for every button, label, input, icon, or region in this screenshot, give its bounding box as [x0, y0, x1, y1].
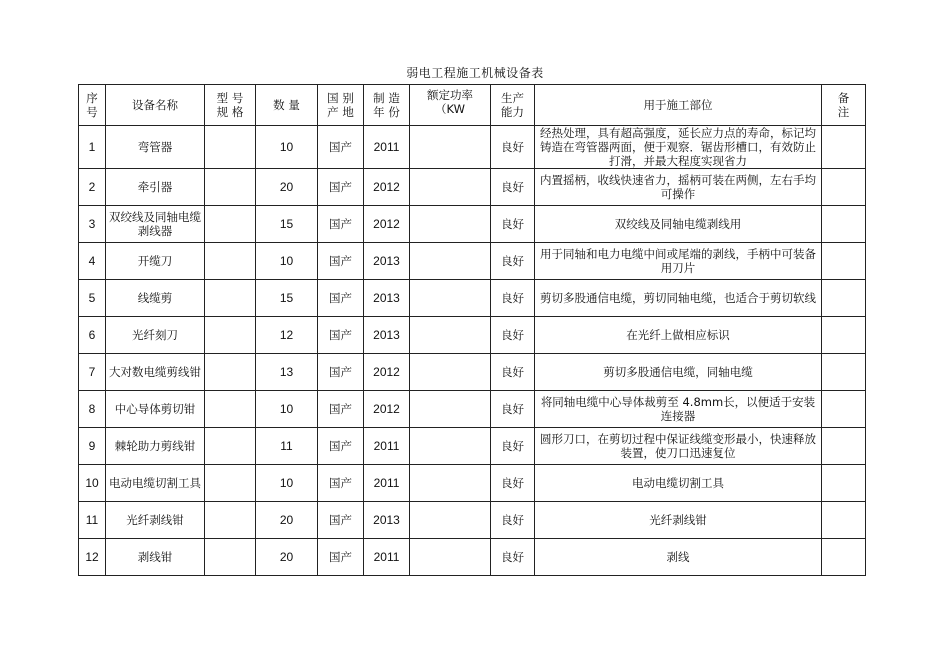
seq-cell: 10 [79, 465, 106, 502]
qty-cell: 20 [256, 169, 318, 206]
qty-cell: 20 [256, 502, 318, 539]
power-cell [410, 465, 491, 502]
seq-cell: 4 [79, 243, 106, 280]
note-cell [822, 126, 866, 169]
table-row [79, 428, 866, 465]
capacity-cell: 良好 [491, 391, 535, 428]
year-cell: 2012 [364, 206, 410, 243]
usage-cell: 电动电缆切割工具 [535, 465, 822, 502]
power-cell [410, 243, 491, 280]
name-cell: 光纤刻刀 [106, 317, 205, 354]
name-cell: 光纤剥线钳 [106, 502, 205, 539]
note-cell [822, 280, 866, 317]
table-row [79, 539, 866, 576]
model-cell [205, 428, 256, 465]
model-cell [205, 539, 256, 576]
capacity-cell: 良好 [491, 428, 535, 465]
name-cell: 开缆刀 [106, 243, 205, 280]
qty-cell: 10 [256, 126, 318, 169]
note-cell [822, 206, 866, 243]
power-cell [410, 206, 491, 243]
seq-cell: 5 [79, 280, 106, 317]
model-cell [205, 391, 256, 428]
header-capacity: 生产 能力 [491, 85, 535, 126]
power-cell [410, 428, 491, 465]
note-cell [822, 502, 866, 539]
header-year: 制 造 年 份 [364, 85, 410, 126]
name-cell: 大对数电缆剪线钳 [106, 354, 205, 391]
origin-cell: 国产 [318, 391, 364, 428]
origin-cell: 国产 [318, 280, 364, 317]
seq-cell: 2 [79, 169, 106, 206]
origin-cell: 国产 [318, 428, 364, 465]
seq-cell: 7 [79, 354, 106, 391]
power-cell [410, 354, 491, 391]
table-row [79, 354, 866, 391]
qty-cell: 10 [256, 465, 318, 502]
qty-cell: 11 [256, 428, 318, 465]
note-cell [822, 428, 866, 465]
model-cell [205, 354, 256, 391]
header-qty: 数 量 [256, 85, 318, 126]
capacity-cell: 良好 [491, 280, 535, 317]
seq-cell: 3 [79, 206, 106, 243]
usage-cell: 圆形刀口，在剪切过程中保证线缆变形最小，快速释放装置，使刀口迅速复位 [535, 428, 822, 465]
seq-cell: 11 [79, 502, 106, 539]
note-cell [822, 169, 866, 206]
origin-cell: 国产 [318, 354, 364, 391]
year-cell: 2012 [364, 391, 410, 428]
usage-cell: 将同轴电缆中心导体裁剪至 4.8mm长，以便适于安装连接器 [535, 391, 822, 428]
capacity-cell: 良好 [491, 502, 535, 539]
table-header [79, 85, 866, 126]
power-cell [410, 317, 491, 354]
year-cell: 2011 [364, 539, 410, 576]
model-cell [205, 465, 256, 502]
origin-cell: 国产 [318, 243, 364, 280]
header-usage: 用于施工部位 [535, 85, 822, 126]
year-cell: 2012 [364, 354, 410, 391]
note-cell [822, 243, 866, 280]
year-cell: 2013 [364, 280, 410, 317]
year-cell: 2011 [364, 428, 410, 465]
seq-cell: 12 [79, 539, 106, 576]
origin-cell: 国产 [318, 126, 364, 169]
capacity-cell: 良好 [491, 206, 535, 243]
table-row [79, 391, 866, 428]
note-cell [822, 465, 866, 502]
year-cell: 2013 [364, 317, 410, 354]
power-cell [410, 502, 491, 539]
usage-cell: 光纤剥线钳 [535, 502, 822, 539]
seq-cell: 8 [79, 391, 106, 428]
qty-cell: 15 [256, 280, 318, 317]
year-cell: 2012 [364, 169, 410, 206]
header-note: 备 注 [822, 85, 866, 126]
origin-cell: 国产 [318, 169, 364, 206]
usage-cell: 剪切多股通信电缆，同轴电缆 [535, 354, 822, 391]
table-title: 弱电工程施工机械设备表 [406, 66, 544, 80]
model-cell [205, 206, 256, 243]
usage-cell: 剪切多股通信电缆，剪切同轴电缆，也适合于剪切软线 [535, 280, 822, 317]
origin-cell: 国产 [318, 502, 364, 539]
capacity-cell: 良好 [491, 126, 535, 169]
table-row [79, 126, 866, 169]
name-cell: 线缆剪 [106, 280, 205, 317]
usage-cell: 剥线 [535, 539, 822, 576]
seq-cell: 1 [79, 126, 106, 169]
note-cell [822, 539, 866, 576]
power-cell [410, 539, 491, 576]
table-row [79, 169, 866, 206]
year-cell: 2013 [364, 243, 410, 280]
header-model: 型 号 规 格 [205, 85, 256, 126]
model-cell [205, 243, 256, 280]
usage-cell: 经热处理，具有超高强度，延长应力点的寿命，标记均铸造在弯管器两面，便于观察．锯齿形槽口，有效防止打滑，并最大程度实现省力 [535, 126, 822, 169]
name-cell: 弯管器 [106, 126, 205, 169]
capacity-cell: 良好 [491, 465, 535, 502]
qty-cell: 10 [256, 243, 318, 280]
name-cell: 牵引器 [106, 169, 205, 206]
capacity-cell: 良好 [491, 539, 535, 576]
header-name: 设备名称 [106, 85, 205, 126]
table-row [79, 465, 866, 502]
table-row [79, 317, 866, 354]
name-cell: 中心导体剪切钳 [106, 391, 205, 428]
power-cell [410, 169, 491, 206]
qty-cell: 13 [256, 354, 318, 391]
origin-cell: 国产 [318, 465, 364, 502]
power-cell [410, 280, 491, 317]
capacity-cell: 良好 [491, 317, 535, 354]
note-cell [822, 391, 866, 428]
header-seq: 序 号 [79, 85, 106, 126]
table-body [79, 126, 866, 576]
header-row [79, 85, 866, 126]
model-cell [205, 317, 256, 354]
seq-cell: 9 [79, 428, 106, 465]
name-cell: 剥线钳 [106, 539, 205, 576]
usage-cell: 双绞线及同轴电缆剥线用 [535, 206, 822, 243]
table-row [79, 502, 866, 539]
model-cell [205, 502, 256, 539]
qty-cell: 20 [256, 539, 318, 576]
name-cell: 棘轮助力剪线钳 [106, 428, 205, 465]
table-row [79, 206, 866, 243]
origin-cell: 国产 [318, 317, 364, 354]
power-cell [410, 126, 491, 169]
capacity-cell: 良好 [491, 243, 535, 280]
table-row [79, 280, 866, 317]
origin-cell: 国产 [318, 539, 364, 576]
qty-cell: 10 [256, 391, 318, 428]
qty-cell: 15 [256, 206, 318, 243]
seq-cell: 6 [79, 317, 106, 354]
capacity-cell: 良好 [491, 354, 535, 391]
header-origin: 国 别 产 地 [318, 85, 364, 126]
qty-cell: 12 [256, 317, 318, 354]
name-cell: 电动电缆切割工具 [106, 465, 205, 502]
header-power: 额定功率 （KW [410, 85, 491, 126]
year-cell: 2013 [364, 502, 410, 539]
model-cell [205, 169, 256, 206]
year-cell: 2011 [364, 465, 410, 502]
usage-cell: 用于同轴和电力电缆中间或尾端的剥线，手柄中可装备用刀片 [535, 243, 822, 280]
note-cell [822, 354, 866, 391]
origin-cell: 国产 [318, 206, 364, 243]
name-cell: 双绞线及同轴电缆剥线器 [106, 206, 205, 243]
note-cell [822, 317, 866, 354]
model-cell [205, 126, 256, 169]
model-cell [205, 280, 256, 317]
year-cell: 2011 [364, 126, 410, 169]
capacity-cell: 良好 [491, 169, 535, 206]
table-row [79, 243, 866, 280]
power-cell [410, 391, 491, 428]
usage-cell: 在光纤上做相应标识 [535, 317, 822, 354]
usage-cell: 内置摇柄，收线快速省力，摇柄可装在两侧，左右手均可操作 [535, 169, 822, 206]
equipment-table [78, 84, 866, 576]
